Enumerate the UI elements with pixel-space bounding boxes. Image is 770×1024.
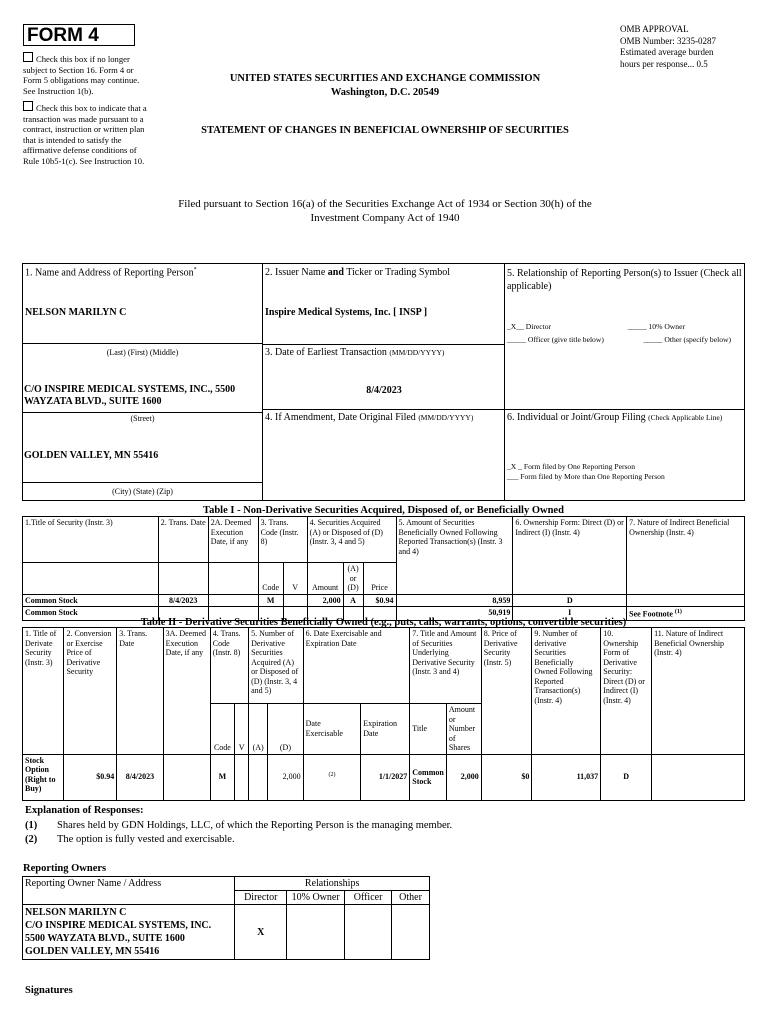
owners-col-director: Director [235,891,287,905]
t2-r0-v [235,754,249,800]
officer-option[interactable]: _____ Officer (give title below) [507,335,604,344]
owners-table [22,876,430,960]
t1-h-deemed: 2A. Deemed Execution Date, if any [208,517,258,563]
t1-r1-title: Common Stock [23,607,159,621]
table1 [22,516,745,621]
box6-filing [505,410,745,501]
box6-label: 6. Individual or Joint/Group Filing (Check Applicable Line) [507,412,723,423]
rule-10b5-checkbox[interactable] [23,101,33,111]
t1-r0-ad: A [343,594,363,607]
owner-address: NELSON MARILYN C C/O INSPIRE MEDICAL SYSTEMS, INC. 5500 WAYZATA BLVD., SUITE 1600 GOLDEN VALLEY, MN 55416 [23,905,235,960]
t1-sub-ad: (A) or (D) [343,563,363,595]
group-option[interactable]: ___ Form filed by More than One Reporting Person [507,472,665,481]
city-caption: (City) (State) (Zip) [22,483,263,501]
t2-sub-title: Title [410,704,447,755]
box1-name [22,263,263,344]
table1-title: Table I - Non-Derivative Securities Acquired, Disposed of, or Beneficially Owned [203,505,564,516]
filing-options [507,462,665,482]
reporting-boxes [22,263,745,502]
t2-sub-amount: Amount or Number of Shares [446,704,481,755]
table-row [23,594,745,607]
box1-city [22,413,263,483]
owners-col-ten: 10% Owner [287,891,345,905]
director-option[interactable]: _X__ Director [507,322,552,331]
table-row [23,754,745,800]
box1-label: 1. Name and Address of Reporting Person* [25,267,197,279]
t2-r0-price: $0 [481,754,532,800]
form-title: FORM 4 [23,24,135,46]
relationship-options [505,320,745,346]
t1-h-acquired: 4. Securities Acquired (A) or Disposed of (D) (Instr. 3, 4 and 5) [307,517,396,563]
reporting-person-street: C/O INSPIRE MEDICAL SYSTEMS, INC., 5500 WAYZATA BLVD., SUITE 1600 [24,384,236,407]
owner-other [392,905,430,960]
t2-h-number: 5. Number of Derivative Securities Acquired (A) or Disposed of (D) (Instr. 3, 4 and 5) [249,628,304,704]
t1-r0-deemed [208,594,258,607]
t2-h-conv: 2. Conversion or Exercise Price of Derivative Security [64,628,117,755]
t2-sub-v: V [235,704,249,755]
t1-r0-form: D [513,594,627,607]
omb-approval [620,24,760,70]
owners-col-name: Reporting Owner Name / Address [23,877,235,905]
explanation-item: (1) Shares held by GDN Holdings, LLC, of which the Reporting Person is the managing member. [25,820,453,831]
box2-label: 2. Issuer Name and Ticker or Trading Symbol [265,267,451,278]
omb-line2: OMB Number: 3235-0287 [620,35,716,46]
t1-r0-v [283,594,307,607]
t1-r0-code: M [258,594,283,607]
box5-label: 5. Relationship of Reporting Person(s) to Issuer (Check all applicable) [507,268,742,292]
explanation-item: (2) The option is fully vested and exercisable. [25,834,235,845]
t1-sub-v: V [283,563,307,595]
t2-h-code: 4. Trans. Code (Instr. 8) [210,628,248,704]
t1-h-title: 1.Title of Security (Instr. 3) [23,517,159,563]
t2-sub-a: (A) [249,704,268,755]
t1-r1-owned: 50,919 [396,607,513,621]
t1-r1-nature: See Footnote $^{(1)}$ [627,607,745,621]
t2-h-deemed: 3A. Deemed Execution Date, if any [163,628,210,755]
t2-r0-title: Stock Option (Right to Buy) [23,754,64,800]
t2-r0-owned: 11,037 [532,754,601,800]
t1-r0-nature [627,594,745,607]
t2-sub-date-ex: Date Exercisable [303,704,361,755]
explanation-list [25,819,452,847]
t2-h-price: 8. Price of Derivative Security (Instr. 5) [481,628,532,755]
table2-title: Table II - Derivative Securities Beneficially Owned (e.g., puts, calls, warrants, options, convertible securities) [140,617,627,628]
table-row [23,905,430,960]
t2-r0-d: 2,000 [268,754,303,800]
one-person-option[interactable]: _X _ Form filed by One Reporting Person [507,462,636,471]
rule-10b5-checkbox-label: Check this box to indicate that a transaction was made pursuant to a contract, instruction or written plan that is intended to satisfy the affirmative defense conditions of Rule 10b5-1(c). See Instruction 10. [23,103,147,166]
t1-r0-price: $0.94 [363,594,396,607]
box2-issuer [263,263,505,345]
signatures-heading: Signatures [25,985,73,996]
t2-r0-conv: $0.94 [64,754,117,800]
footnote-ref[interactable]: (1) [674,609,682,615]
street-caption: (Street) [130,414,155,423]
footnote-ref[interactable]: (2) [328,772,336,779]
section16-checkbox[interactable] [23,52,33,62]
box3-label: 3. Date of Earliest Transaction (MM/DD/YYYY) [265,347,445,358]
t2-h-date: 3. Trans. Date [117,628,163,755]
filed-pursuant-2: Investment Company Act of 1940 [310,212,460,224]
t2-r0-form: D [601,754,652,800]
t2-sub-d: (D) [268,704,303,755]
agency-location: Washington, D.C. 20549 [330,87,440,98]
t2-r0-date: 8/4/2023 [117,754,163,800]
checkbox-section16-block [23,52,153,96]
box5-relationship [505,263,745,410]
ten-pct-owner-option[interactable]: _____ 10% Owner [627,322,685,331]
omb-line3: Estimated average burden [620,47,714,57]
t2-r0-code: M [210,754,234,800]
filed-pursuant-1: Filed pursuant to Section 16(a) of the Securities Exchange Act of 1934 or Section 30(h) of the [178,198,592,210]
owners-col-other: Other [392,891,430,905]
omb-line1: OMB APPROVAL [620,24,689,34]
reporting-person-city: GOLDEN VALLEY, MN 55416 [24,450,159,461]
other-option[interactable]: _____ Other (specify below) [643,335,731,344]
t1-sub-code: Code [258,563,283,595]
t2-h-form: 10. Ownership Form of Derivative Security: Direct (D) or Indirect (I) (Instr. 4) [601,628,652,755]
t1-r0-title: Common Stock [23,594,159,607]
t1-r1-form: I [513,607,627,621]
omb-line4: hours per response... 0.5 [620,58,708,69]
t2-h-underlying: 7. Title and Amount of Securities Underlying Derivative Security (Instr. 3 and 4) [410,628,481,704]
owners-col-officer: Officer [345,891,392,905]
owners-col-relationships: Relationships [235,877,430,891]
box3-earliest-transaction [263,345,505,410]
t2-r0-deemed [163,754,210,800]
t1-sub-price: Price [363,563,396,595]
box4-label: 4. If Amendment, Date Original Filed (MM/DD/YYYY) [265,412,474,423]
t1-h-owned: 5. Amount of Securities Beneficially Owned Following Reported Transaction(s) (Instr. 3 and 4) [396,517,513,595]
t2-r0-a [249,754,268,800]
t2-sub-exp: Expiration Date [361,704,410,755]
t1-sub-amount: Amount [307,563,343,595]
t2-h-title: 1. Title of Derivate Security (Instr. 3) [23,628,64,755]
owner-ten [287,905,345,960]
t1-r0-date: 8/4/2023 [158,594,208,607]
issuer-name: Inspire Medical Systems, Inc. [ INSP ] [265,307,428,318]
section16-checkbox-label: Check this box if no longer subject to Section 16. Form 4 or Form 5 obligations may continue. See Instruction 1(b). [23,54,140,96]
t2-r0-nature [652,754,745,800]
earliest-transaction-date: 8/4/2023 [366,385,402,396]
t1-h-nature: 7. Nature of Indirect Beneficial Ownership (Instr. 4) [627,517,745,595]
box4-amendment [263,410,505,501]
t2-r0-date-ex [303,754,361,800]
t2-r0-exp: 1/1/2027 [361,754,410,800]
reporting-person-name: NELSON MARILYN C [25,307,127,318]
t2-r0-u-title: Common Stock [410,754,447,800]
t2-h-nature: 11. Nature of Indirect Beneficial Ownership (Instr. 4) [652,628,745,755]
t1-h-date: 2. Trans. Date [158,517,208,563]
t1-h-code: 3. Trans. Code (Instr. 8) [258,517,307,563]
owner-officer [345,905,392,960]
explanation-heading: Explanation of Responses: [25,805,144,816]
checkbox-10b5-block [23,101,153,167]
agency-name: UNITED STATES SECURITIES AND EXCHANGE COMMISSION [229,73,541,84]
box1-street [22,344,263,413]
t1-h-form: 6. Ownership Form: Direct (D) or Indirect (I) (Instr. 4) [513,517,627,595]
t2-r0-u-amount: 2,000 [446,754,481,800]
table2 [22,627,745,801]
t2-h-owned: 9. Number of derivative Securities Beneficially Owned Following Reported Transaction(s) (Instr. 4) [532,628,601,755]
t1-r0-amount: 2,000 [307,594,343,607]
t1-r0-owned: 8,959 [396,594,513,607]
owner-director: X [235,905,287,960]
statement-title: STATEMENT OF CHANGES IN BENEFICIAL OWNERSHIP OF SECURITIES [201,125,569,136]
name-caption: (Last) (First) (Middle) [106,348,179,357]
t2-h-exercisable: 6. Date Exercisable and Expiration Date [303,628,410,704]
owners-heading: Reporting Owners [23,863,107,874]
t2-sub-code: Code [210,704,234,755]
